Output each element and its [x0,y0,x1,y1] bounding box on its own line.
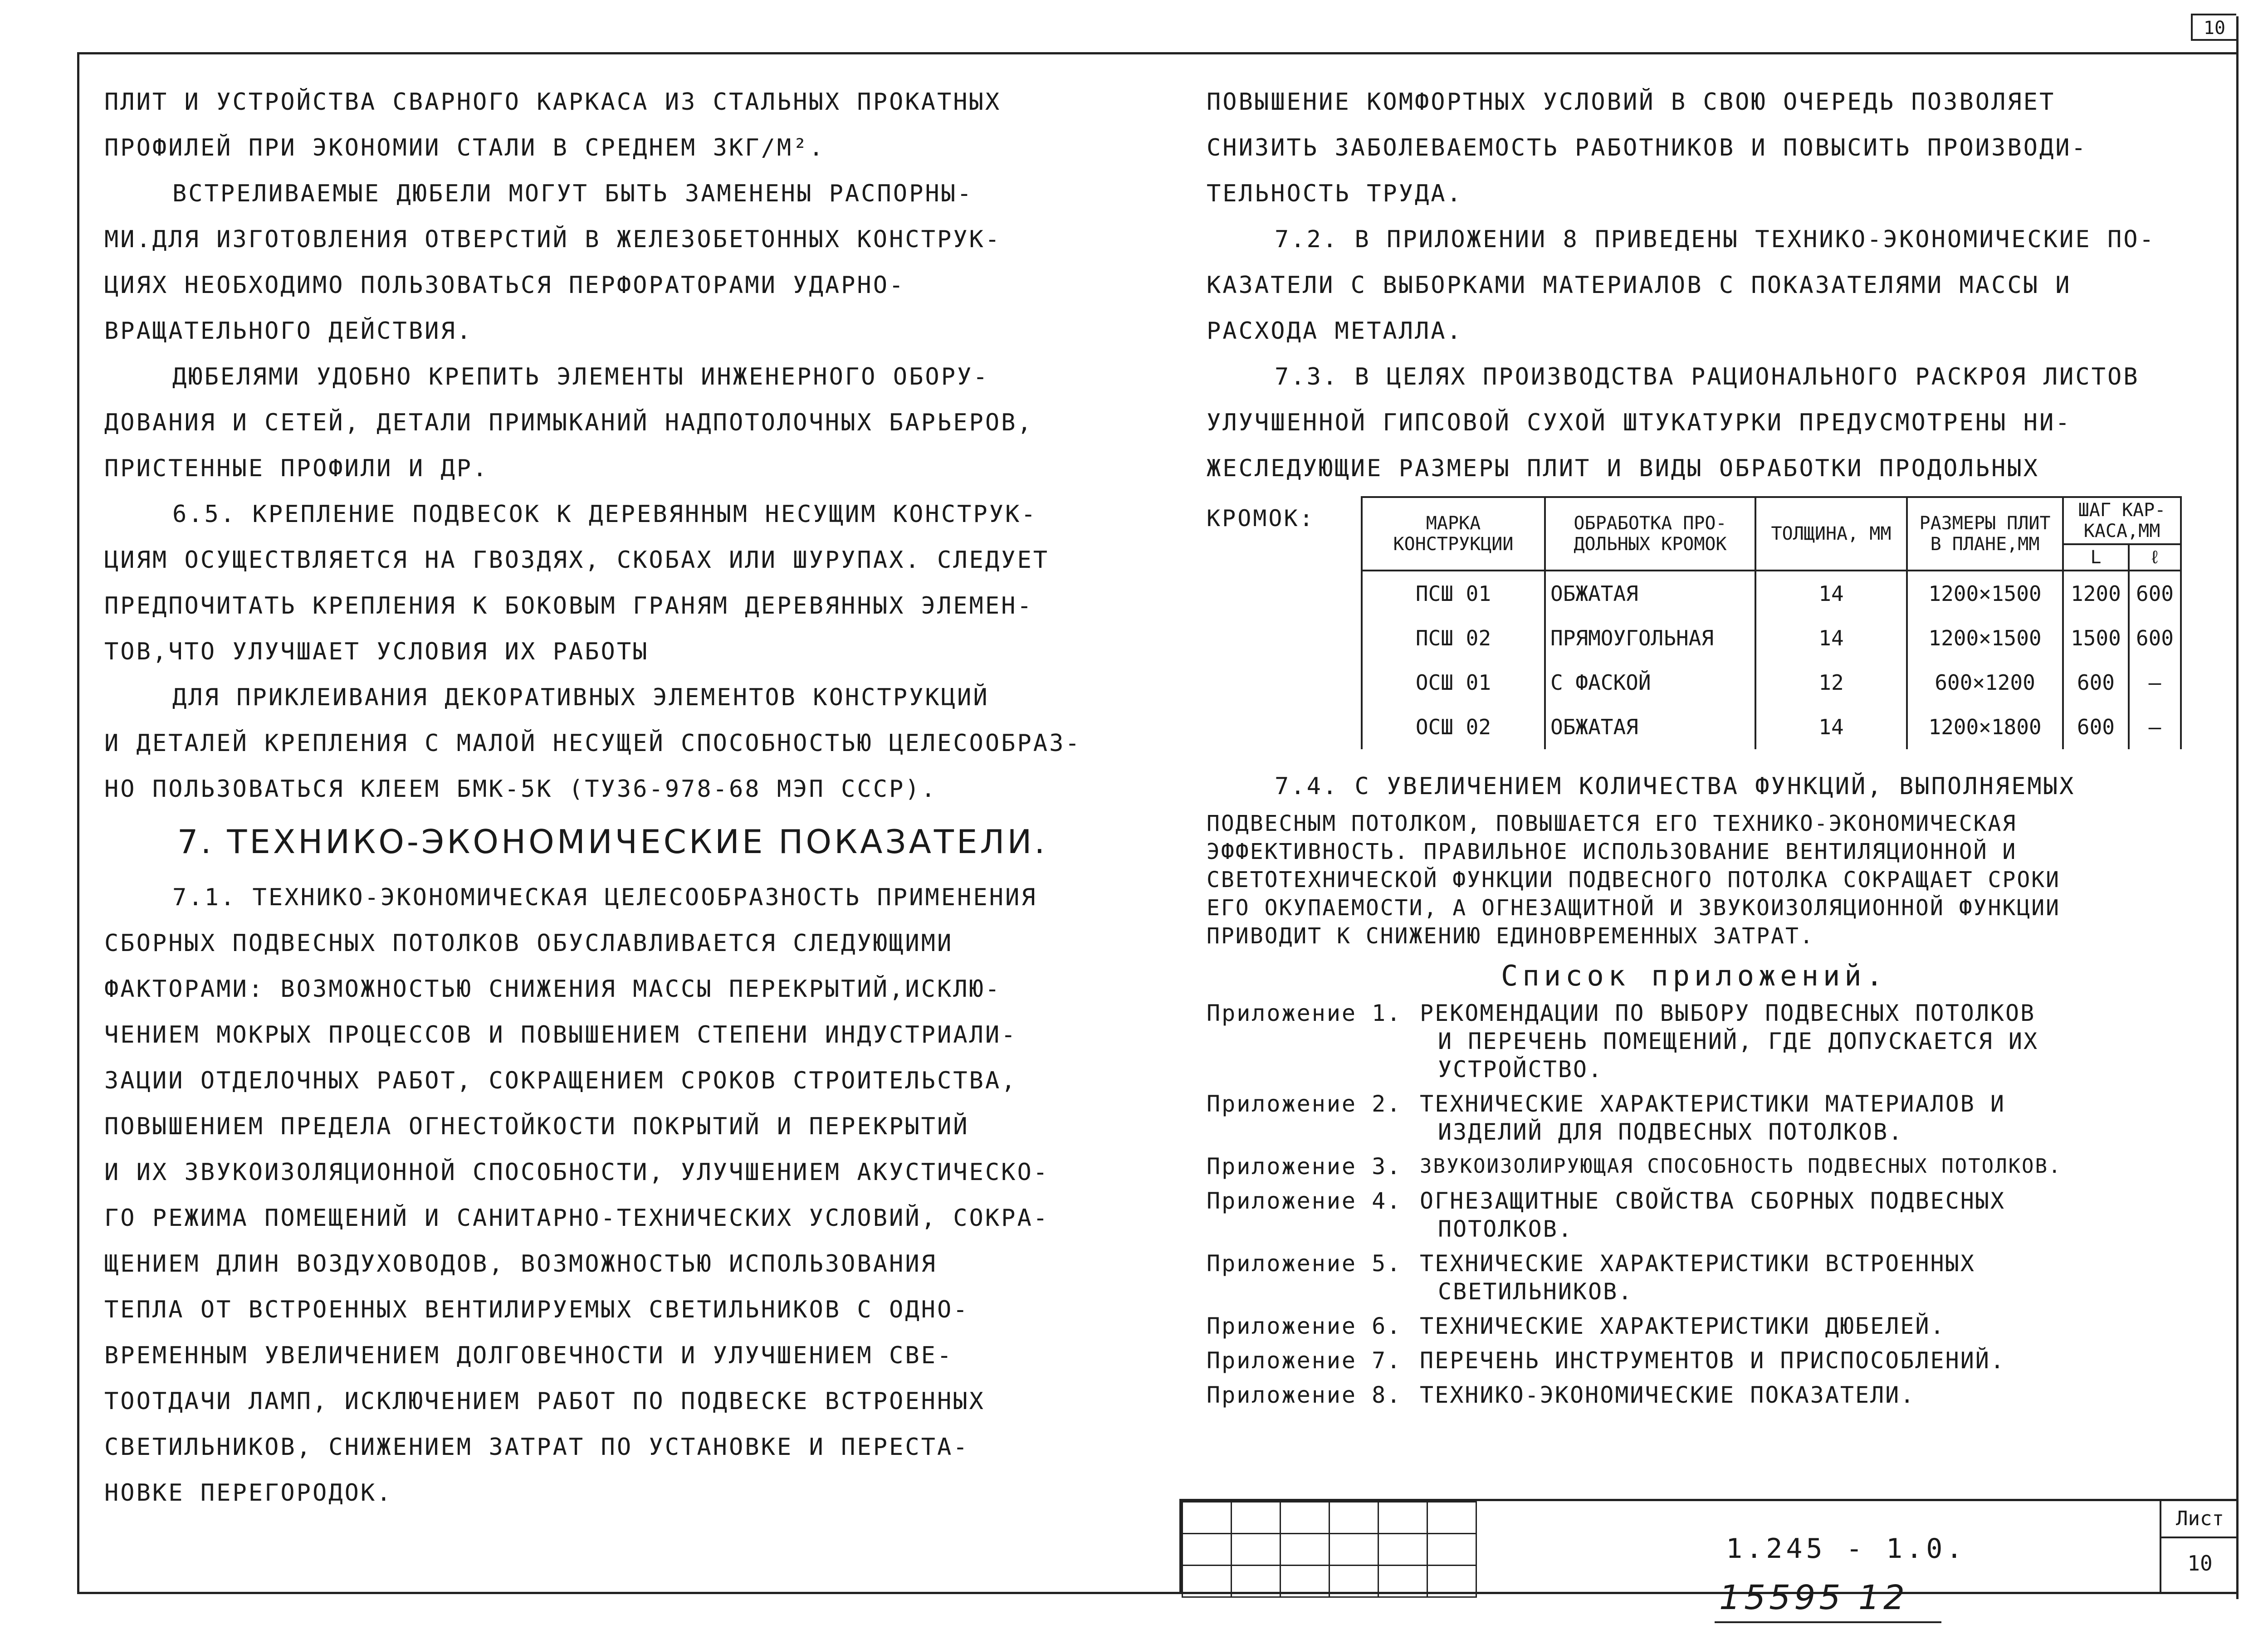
text-line: СВЕТОТЕХНИЧЕСКОЙ ФУНКЦИИ ПОДВЕСНОГО ПОТОЛКА СОКРАЩАЕТ СРОКИ [1207,867,2061,893]
text-line: ОГНЕЗАЩИТНЫЕ СВОЙСТВА СБОРНЫХ ПОДВЕСНЫХ [1420,1188,2005,1214]
text-line: ЦИЯМ ОСУЩЕСТВЛЯЕТСЯ НА ГВОЗДЯХ, СКОБАХ ИЛИ ШУРУПАХ. СЛЕДУЕТ [104,546,1050,574]
text-line: СВЕТИЛЬНИКОВ, СНИЖЕНИЕМ ЗАТРАТ ПО УСТАНОВКЕ И ПЕРЕСТА- [104,1434,969,1461]
cell-thickness: 12 [1755,660,1907,705]
text-line: ЩЕНИЕМ ДЛИН ВОЗДУХОВОДОВ, ВОЗМОЖНОСТЬЮ ИСПОЛЬЗОВАНИЯ [104,1250,937,1278]
cell-step-l: 1200 [2063,571,2129,616]
appendix-label: Приложение 2. [1207,1091,1402,1117]
text-line: ПРИСТЕННЫЕ ПРОФИЛИ И ДР. [104,455,489,482]
handwritten-underline [1715,1621,1941,1623]
text-line: ЭФФЕКТИВНОСТЬ. ПРАВИЛЬНОЕ ИСПОЛЬЗОВАНИЕ ВЕНТИЛЯЦИОННОЙ И [1207,839,2017,864]
text-line: ДОВАНИЯ И СЕТЕЙ, ДЕТАЛИ ПРИМЫКАНИЙ НАДПОТОЛОЧНЫХ БАРЬЕРОВ, [104,409,1033,436]
text-line: ЧЕНИЕМ МОКРЫХ ПРОЦЕССОВ И ПОВЫШЕНИЕМ СТЕПЕНИ ИНДУСТРИАЛИ- [104,1021,1017,1049]
cell-step-e: 600 [2129,616,2181,660]
table-row [1362,705,2181,749]
text-line: ПЕРЕЧЕНЬ ИНСТРУМЕНТОВ И ПРИСПОСОБЛЕНИЙ. [1420,1347,2005,1374]
appendix-label: Приложение 8. [1207,1382,1402,1408]
cell-mark: ОСШ 01 [1362,660,1545,705]
document-code: 1.245 - 1.0. [1726,1533,1966,1565]
title-block-grid [1182,1501,1477,1598]
text-line: ТЕХНИЧЕСКИЕ ХАРАКТЕРИСТИКИ ВСТРОЕННЫХ [1420,1250,1975,1277]
header-sizes: РАЗМЕРЫ ПЛИТ В ПЛАНЕ,ММ [1907,497,2063,571]
text-line: НО ПОЛЬЗОВАТЬСЯ КЛЕЕМ БМК-5К (ТУ36-978-68 МЭП СССР). [104,776,937,803]
appendix-item [1207,1312,2182,1340]
text-line: НОВКЕ ПЕРЕГОРОДОК. [104,1479,393,1507]
appendix-text [1420,1312,1945,1340]
left-para-5 [104,675,1120,812]
text-line: ТОВ,ЧТО УЛУЧШАЕТ УСЛОВИЯ ИХ РАБОТЫ [104,638,649,665]
text-line: КАЗАТЕЛИ С ВЫБОРКАМИ МАТЕРИАЛОВ С ПОКАЗАТЕЛЯМИ МАССЫ И [1207,272,2072,299]
cell-edges: ОБЖАТАЯ [1545,705,1755,749]
text-line: И ДЕТАЛЕЙ КРЕПЛЕНИЯ С МАЛОЙ НЕСУЩЕЙ СПОСОБНОСТЬЮ ЦЕЛЕСООБРАЗ- [104,730,1081,757]
right-para-4 [1207,764,2182,950]
text-line: ТЕЛЬНОСТЬ ТРУДА. [1207,180,1463,207]
appendix-label: Приложение 7. [1207,1347,1402,1374]
text-line: ПЛИТ И УСТРОЙСТВА СВАРНОГО КАРКАСА ИЗ СТАЛЬНЫХ ПРОКАТНЫХ [104,88,1002,116]
text-line: ТЕПЛА ОТ ВСТРОЕННЫХ ВЕНТИЛИРУЕМЫХ СВЕТИЛЬНИКОВ С ОДНО- [104,1296,969,1323]
text-line: ЖЕСЛЕДУЮЩИЕ РАЗМЕРЫ ПЛИТ И ВИДЫ ОБРАБОТКИ ПРОДОЛЬНЫХ [1207,455,2039,482]
text-line: УСТРОЙСТВО. [1438,1056,1603,1083]
right-para-1 [1207,79,2182,217]
sheet-number: 10 [2187,1551,2213,1576]
appendix-label: Приложение 4. [1207,1188,1402,1214]
text-line: 7.1. ТЕХНИКО-ЭКОНОМИЧЕСКАЯ ЦЕЛЕСООБРАЗНОСТЬ ПРИМЕНЕНИЯ [172,884,1037,911]
text-line: ВРЕМЕННЫМ УВЕЛИЧЕНИЕМ ДОЛГОВЕЧНОСТИ И УЛУЧШЕНИЕМ СВЕ- [104,1342,953,1369]
cell-sizes: 1200×1500 [1907,616,2063,660]
appendix-item [1207,1249,2182,1306]
text-line: ЗАЦИИ ОТДЕЛОЧНЫХ РАБОТ, СОКРАЩЕНИЕМ СРОКОВ СТРОИТЕЛЬСТВА, [104,1067,1017,1094]
cell-thickness: 14 [1755,616,1907,660]
text-line: УЛУЧШЕННОЙ ГИПСОВОЙ СУХОЙ ШТУКАТУРКИ ПРЕДУСМОТРЕНЫ НИ- [1207,409,2072,436]
appendix-item [1207,1346,2182,1375]
text-line: ЕГО ОКУПАЕМОСТИ, А ОГНЕЗАЩИТНОЙ И ЗВУКОИЗОЛЯЦИОННОЙ ФУНКЦИИ [1207,895,2061,921]
cell-sizes: 1200×1500 [1907,571,2063,616]
corner-sheet-number: 10 [2191,14,2236,41]
text-line: ПОВЫШЕНИЕМ ПРЕДЕЛА ОГНЕСТОЙКОСТИ ПОКРЫТИЙ И ПЕРЕКРЫТИЙ [104,1113,969,1140]
text-line: И ПЕРЕЧЕНЬ ПОМЕЩЕНИЙ, ГДЕ ДОПУСКАЕТСЯ ИХ [1438,1028,2039,1054]
text-line: ГО РЕЖИМА ПОМЕЩЕНИЙ И САНИТАРНО-ТЕХНИЧЕСКИХ УСЛОВИЙ, СОКРА- [104,1205,1050,1232]
text-line: СБОРНЫХ ПОДВЕСНЫХ ПОТОЛКОВ ОБУСЛАВЛИВАЕТСЯ СЛЕДУЮЩИМИ [104,930,953,957]
right-para-3 [1207,354,2182,492]
text-line: ТЕХНИЧЕСКИЕ ХАРАКТЕРИСТИКИ МАТЕРИАЛОВ И [1420,1091,2005,1117]
text-line: ТЕХНИЧЕСКИЕ ХАРАКТЕРИСТИКИ ДЮБЕЛЕЙ. [1420,1313,1945,1339]
page-frame-right-edge [2236,16,2239,1599]
text-line: 7.2. В ПРИЛОЖЕНИИ 8 ПРИВЕДЕНЫ ТЕХНИКО-ЭКОНОМИЧЕСКИЕ ПО- [1275,226,2156,253]
appendix-item [1207,1381,2182,1409]
text-line: МИ.ДЛЯ ИЗГОТОВЛЕНИЯ ОТВЕРСТИЙ В ЖЕЛЕЗОБЕТОННЫХ КОНСТРУК- [104,226,1002,253]
appendix-label: Приложение 6. [1207,1313,1402,1339]
cell-edges: ПРЯМОУГОЛЬНАЯ [1545,616,1755,660]
cell-sizes: 600×1200 [1907,660,2063,705]
text-line: И ИХ ЗВУКОИЗОЛЯЦИОННОЙ СПОСОБНОСТИ, УЛУЧШЕНИЕМ АКУСТИЧЕСКО- [104,1159,1050,1186]
cell-thickness: 14 [1755,705,1907,749]
text-line: ФАКТОРАМИ: ВОЗМОЖНОСТЬЮ СНИЖЕНИЯ МАССЫ ПЕРЕКРЫТИЙ,ИСКЛЮ- [104,976,1002,1003]
cell-mark: ПСШ 01 [1362,571,1545,616]
appendix-list-title: Список приложений. [1501,959,1887,992]
appendix-item [1207,1090,2182,1146]
handwritten-archive-number: 15595 12 [1719,1578,1909,1617]
appendix-label: Приложение 3. [1207,1153,1402,1180]
cell-sizes: 1200×1800 [1907,705,2063,749]
appendix-list [1207,999,2182,1409]
cell-edges: С ФАСКОЙ [1545,660,1755,705]
left-column [104,79,1120,1516]
header-edges: ОБРАБОТКА ПРО-ДОЛЬНЫХ КРОМОК [1545,497,1755,571]
cell-mark: ПСШ 02 [1362,616,1545,660]
text-line: ТООТДАЧИ ЛАМП, ИСКЛЮЧЕНИЕМ РАБОТ ПО ПОДВЕСКЕ ВСТРОЕННЫХ [104,1388,985,1415]
appendix-item [1207,1152,2182,1180]
text-line: ВСТРЕЛИВАЕМЫЕ ДЮБЕЛИ МОГУТ БЫТЬ ЗАМЕНЕНЫ РАСПОРНЫ- [172,180,973,207]
left-para-1 [104,79,1120,171]
text-line: 7.3. В ЦЕЛЯХ ПРОИЗВОДСТВА РАЦИОНАЛЬНОГО РАСКРОЯ ЛИСТОВ [1275,363,2140,390]
header-step: ШАГ КАР-КАСА,ММ [2063,497,2181,544]
appendix-text [1420,1249,1975,1306]
cell-step-l: 600 [2063,705,2129,749]
appendix-text [1420,999,2038,1083]
cell-step-e: – [2129,660,2181,705]
cell-step-l: 1500 [2063,616,2129,660]
table-lead: КРОМОК: [1207,505,1315,532]
text-line: РЕКОМЕНДАЦИИ ПО ВЫБОРУ ПОДВЕСНЫХ ПОТОЛКОВ [1420,1000,2036,1026]
cell-step-l: 600 [2063,660,2129,705]
cell-step-e: – [2129,705,2181,749]
text-line: 6.5. КРЕПЛЕНИЕ ПОДВЕСОК К ДЕРЕВЯННЫМ НЕСУЩИМ КОНСТРУК- [172,501,1037,528]
right-column [1207,79,2182,1409]
text-line: СНИЗИТЬ ЗАБОЛЕВАЕМОСТЬ РАБОТНИКОВ И ПОВЫСИТЬ ПРОИЗВОДИ- [1207,134,2087,161]
text-line: ПОТОЛКОВ. [1438,1216,1573,1242]
table-row [1362,616,2181,660]
title-block [1179,1499,2239,1594]
appendix-text [1420,1346,2005,1375]
left-para-3 [104,354,1120,492]
text-line: ДЛЯ ПРИКЛЕИВАНИЯ ДЕКОРАТИВНЫХ ЭЛЕМЕНТОВ КОНСТРУКЦИЙ [172,684,989,711]
appendix-text [1420,1152,2062,1180]
appendix-text [1420,1381,1915,1409]
cell-thickness: 14 [1755,571,1907,616]
appendix-text [1420,1090,2005,1146]
appendix-label: Приложение 1. [1207,1000,1402,1026]
header-step-e: ℓ [2129,544,2181,571]
text-line: СВЕТИЛЬНИКОВ. [1438,1278,1633,1305]
section-title: 7. ТЕХНИКО-ЭКОНОМИЧЕСКИЕ ПОКАЗАТЕЛИ. [177,823,1048,861]
text-line: ПРЕДПОЧИТАТЬ КРЕПЛЕНИЯ К БОКОВЫМ ГРАНЯМ ДЕРЕВЯННЫХ ЭЛЕМЕН- [104,592,1033,620]
left-para-6 [104,875,1120,1516]
table-row [1362,571,2181,616]
appendix-label: Приложение 5. [1207,1250,1402,1277]
left-para-2 [104,171,1120,354]
text-line: ТЕХНИКО-ЭКОНОМИЧЕСКИЕ ПОКАЗАТЕЛИ. [1420,1382,1916,1408]
left-para-4 [104,492,1120,675]
text-line: ВРАЩАТЕЛЬНОГО ДЕЙСТВИЯ. [104,317,473,345]
plates-table [1361,496,2182,749]
appendix-item [1207,1187,2182,1243]
text-line: ДЮБЕЛЯМИ УДОБНО КРЕПИТЬ ЭЛЕМЕНТЫ ИНЖЕНЕРНОГО ОБОРУ- [172,363,989,390]
header-step-l: L [2063,544,2129,571]
text-line: 7.4. С УВЕЛИЧЕНИЕМ КОЛИЧЕСТВА ФУНКЦИЙ, ВЫПОЛНЯЕМЫХ [1275,773,2076,800]
text-line: ПРОФИЛЕЙ ПРИ ЭКОНОМИИ СТАЛИ В СРЕДНЕМ 3КГ/М². [104,134,825,161]
text-line: ЗВУКОИЗОЛИРУЮЩАЯ СПОСОБНОСТЬ ПОДВЕСНЫХ ПОТОЛКОВ. [1420,1155,2062,1178]
right-para-2 [1207,217,2182,354]
text-line: ПРИВОДИТ К СНИЖЕНИЮ ЕДИНОВРЕМЕННЫХ ЗАТРАТ. [1207,923,1814,949]
header-thickness: ТОЛЩИНА, ММ [1755,497,1907,571]
header-mark: МАРКА КОНСТРУКЦИИ [1362,497,1545,571]
sheet-box [2160,1501,2239,1594]
appendix-item [1207,999,2182,1083]
table-row [1362,660,2181,705]
cell-edges: ОБЖАТАЯ [1545,571,1755,616]
text-line: РАСХОДА МЕТАЛЛА. [1207,317,1463,345]
cell-step-e: 600 [2129,571,2181,616]
text-line: ПОДВЕСНЫМ ПОТОЛКОМ, ПОВЫШАЕТСЯ ЕГО ТЕХНИКО-ЭКОНОМИЧЕСКАЯ [1207,811,2017,836]
text-line: ИЗДЕЛИЙ ДЛЯ ПОДВЕСНЫХ ПОТОЛКОВ. [1438,1119,1904,1145]
text-line: ЦИЯХ НЕОБХОДИМО ПОЛЬЗОВАТЬСЯ ПЕРФОРАТОРАМИ УДАРНО- [104,272,905,299]
appendix-text [1420,1187,2005,1243]
plates-table-block [1207,496,2182,764]
text-line: ПОВЫШЕНИЕ КОМФОРТНЫХ УСЛОВИЙ В СВОЮ ОЧЕРЕДЬ ПОЗВОЛЯЕТ [1207,88,2056,116]
sheet-label: Лист [2161,1501,2239,1538]
cell-mark: ОСШ 02 [1362,705,1545,749]
